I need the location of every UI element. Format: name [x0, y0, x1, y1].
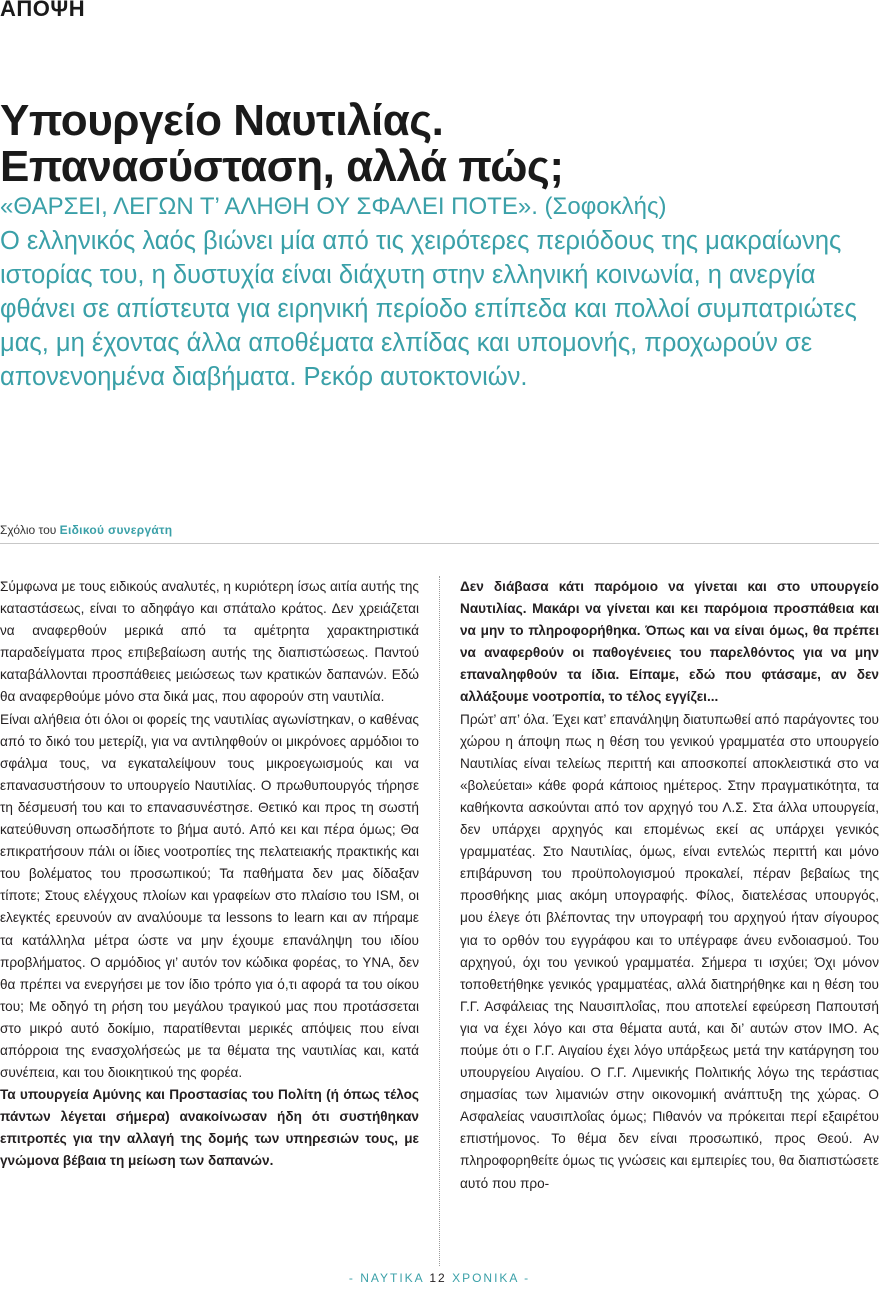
left-paragraph-2: Είναι αλήθεια ότι όλοι οι φορείς της ναυτιλίας αγωνίστηκαν, ο καθένας από το δικό του μετερίζι, για να αντιληφθούν οι μικρόνοες αρμόδιοι το σφάλμα τους, να εγκαταλείψουν τους μικροεγωισμούς και να επανασυστήσουν το υπουργείο Ναυτιλίας. Ο πρωθυπουργός τήρησε τη δέσμευσή του και το επανασυνέστησε. Θετικό και προς τη σωστή κατεύθυνση οπωσδήποτε το βήμα αυτό. Από κει και πέρα όμως; Θα επικρατήσουν πάλι οι ίδιες νοοτροπίες της πελατειακής πρακτικής και του βολέματος του προσωπικού; Τα παθήματα δεν μας δίδαξαν τίποτε; Στους ελέγχους πλοίων και γραφείων στο πλαίσιο του ISM, οι ελεγκτές ερευνούν αν αναλύουμε τα lessons to learn και αν πήραμε τα κατάλληλα μέτρα ώστε να μην έχουμε επανάληψη του ιδίου προβλήματος. Ο αρμόδιος γι’ αυτόν τον κώδικα φορέας, το ΥΝΑ, δεν θα πρέπει να ενεργήσει με τον ίδιο τρόπο για ό,τι αφορά τα του οίκου του; Με οδηγό τη ρήση του μεγάλου τραγικού μας που προτάσσεται στο μικρό αυτό δοκίμιο, παρατίθενται μερικές απόψεις που είναι απόρροια της ενασχολήσεώς με τα θέματα της ναυτιλίας και, κατά συνέπεια, και του διοικητικού της φορέα.	[0, 711, 419, 1081]
left-column	[0, 576, 419, 1173]
right-column	[460, 576, 879, 1195]
byline-prefix: Σχόλιο του	[0, 523, 57, 537]
footer-right: ΧΡΟΝΙΚΑ -	[452, 1271, 531, 1285]
section-label: ΑΠΟΨΗ	[0, 0, 86, 21]
lead-text: Ο ελληνικός λαός βιώνει μία από τις χειρότερες περιόδους της μακραίωνης ιστορίας του, η δυστυχία είναι διάχυτη στην ελληνική κοινωνία, η ανεργία φθάνει σε απίστευτα για ειρηνική περίοδο επίπεδα και πολλοί συμπατριώτες μας, μη έχοντας άλλα αποθέματα ελπίδας και υπομονής, προχωρούν σε απονενοημένα διαβήματα. Ρεκόρ αυτοκτονιών.	[0, 227, 857, 391]
right-paragraph-2: Πρώτ’ απ’ όλα. Έχει κατ’ επανάληψη διατυπωθεί από παράγοντες του χώρου η άποψη πως η θέση του γενικού γραμματέα στο υπουργείο Ναυτιλίας είναι τελείως περιττή και αποσκοπεί αποκλειστικά στο να «βολεύεται» κάθε φορά κάποιος ημέτερος. Στην πραγματικότητα, τα καθήκοντα ασκούνται από τον αρχηγό του Λ.Σ. Στα άλλα υπουργεία, δεν υπάρχει αρχηγός και επομένως εκεί ας υπάρχει γενικός γραμματέας. Στο Ναυτιλίας, όμως, είναι εντελώς περιττή και μόνο επιβάρυνση του προϋπολογισμού προκαλεί, πέραν βεβαίως της προσθήκης μιας ακόμη υπογραφής. Φίλος, διατελέσας υπουργός, μου έλεγε ότι βλέποντας την υπογραφή του αρχηγού ήταν σίγουρος για το ορθόν του εγγράφου και το υπέγραφε άνευ ενδοιασμού. Του αρχηγού, όχι του γενικού γραμματέα. Σήμερα τι ισχύει; Όχι μόνον τοποθετήθηκε γενικός γραμματέας, αλλά διατηρήθηκε και η θέση του Γ.Γ. Ασφάλειας της Ναυσιπλοΐας, που αποτελεί εφεύρεση Παπουτσή για να έχει λόγο και στα θέματα αυτά, και δι’ αυτών στον ΙΜΟ. Ας πούμε ότι ο Γ.Γ. Αιγαίου έχει λόγο υπάρξεως μετά την κατάργηση του υπουργείου Αιγαίου. Ο Γ.Γ. Λιμενικής Πολιτικής λόγω της τεράστιας σημασίας των λιμανιών στην οικονομική ανάπτυξη της χώρας. Ο Ασφαλείας ναυσιπλοΐας όμως; Πιθανόν να πρόκειται περί εξαιρέτου επιστήμονος. Το θέμα δεν είναι προσωπικό, προς Θεού. Αν πληροφορηθείτε όμως τις γνώσεις και εμπειρίες του, θα διαπιστώσετε αυτό που προ-	[460, 711, 879, 1191]
right-paragraph-1: Δεν διάβασα κάτι παρόμοιο να γίνεται και στο υπουργείο Ναυτιλίας. Μακάρι να γίνεται και κει παρόμοια προσπάθεια και να μην το πληροφορήθηκα. Όπως και να είναι όμως, θα πρέπει να αναφερθούν οι παθογένειες του παρελθόντος για να μην επαναληφθούν τα ίδια. Είπαμε, εδώ που φτάσαμε, αν δεν αλλάξουμε νοοτροπία, το τέλος εγγίζει...	[460, 579, 879, 705]
footer-left: - ΝΑΥΤΙΚΑ	[348, 1271, 425, 1285]
left-paragraph-3: Τα υπουργεία Αμύνης και Προστασίας του Πολίτη (ή όπως τέλος πάντων λέγεται σήμερα) ανακοίνωσαν ήδη ότι συστήθηκαν επιτροπές για την αλλαγή της δομής των υπηρεσιών τους, με γνώμονα βέβαια τη μείωση των δαπανών.	[0, 1087, 419, 1169]
page-number: 12	[429, 1271, 447, 1285]
column-divider	[439, 576, 440, 1266]
byline	[0, 523, 172, 537]
lead	[0, 190, 879, 394]
left-paragraph-1: Σύμφωνα με τους ειδικούς αναλυτές, η κυριότερη ίσως αιτία αυτής της καταστάσεως, είναι το αδηφάγο και σπάταλο κράτος. Δεν χρειάζεται να αναφερθούν μερικά από τα αμέτρητα χαρακτηριστικά παραδείγματα προς επιβεβαίωση αυτής της διαπιστώσεως. Παντού καταβάλλονται προσπάθειες μειώσεως των κρατικών δαπανών. Εδώ θα αναφερθούμε μόνο στα δικά μας, που αφορούν στη ναυτιλία.	[0, 579, 419, 705]
headline-line-2: Επανασύσταση, αλλά πώς;	[0, 142, 564, 191]
byline-rule	[0, 543, 879, 544]
footer	[0, 1271, 879, 1285]
byline-author: Ειδικού συνεργάτη	[59, 523, 173, 537]
headline-line-1: Υπουργείο Ναυτιλίας.	[0, 96, 444, 145]
headline	[0, 98, 879, 190]
lead-quote: «ΘΑΡΣΕΙ, ΛΕΓΩΝ Τ’ ΑΛΗΘΗ ΟΥ ΣΦΑΛΕΙ ΠΟΤΕ». (Σοφοκλής)	[0, 193, 667, 220]
